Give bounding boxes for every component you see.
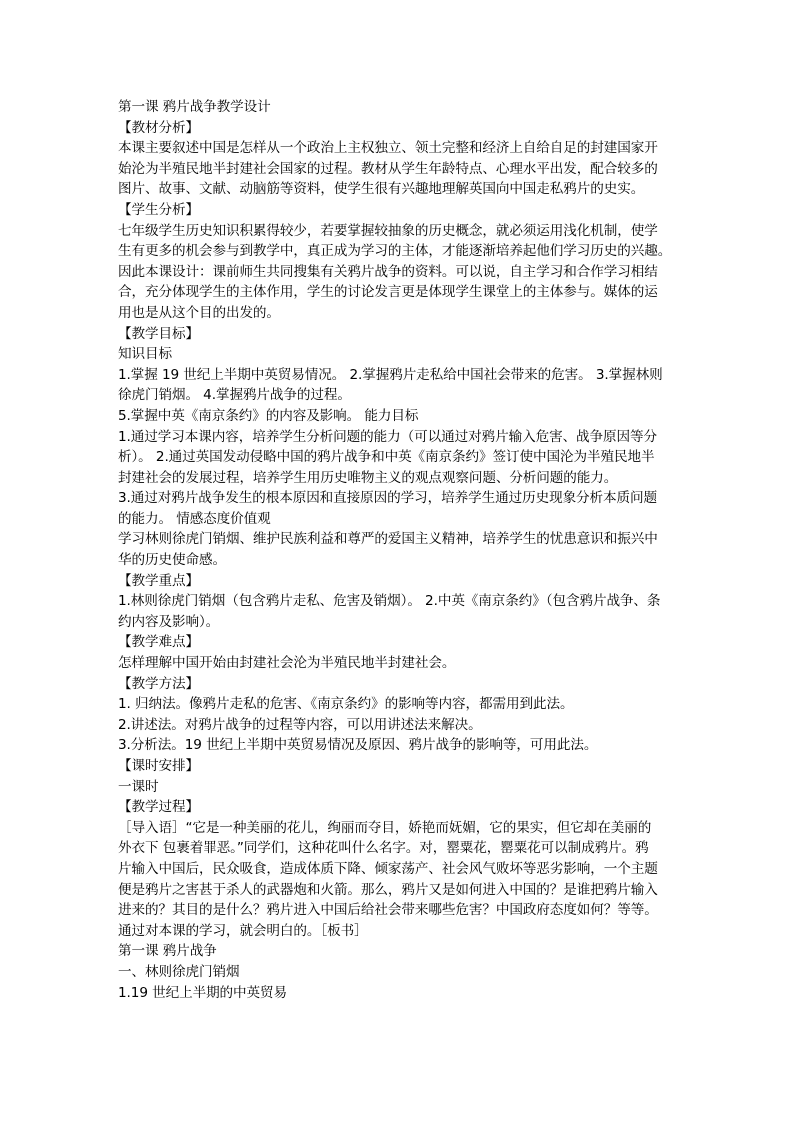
section-heading-key-points: 【教学重点】 [118,572,199,589]
paragraph-line: 图片、故事、文献、动脑筋等资料，使学生很有兴趣地理解英国向中国走私鸦片的史实。 [118,181,645,198]
board-title: 第一课 鸦片战争 [118,943,217,960]
paragraph-line: 一课时 [118,778,159,795]
board-subtitle: 一、林则徐虎门销烟 [118,963,240,980]
section-heading-student-analysis: 【学生分析】 [118,201,199,218]
paragraph-line: 1. 归纳法。像鸦片走私的危害、《南京条约》的影响等内容，都需用到此法。 [118,696,574,713]
section-heading-teaching-methods: 【教学方法】 [118,675,199,692]
board-item: 1.19 世纪上半期的中英贸易 [118,984,288,1001]
section-heading-textbook-analysis: 【教材分析】 [118,119,199,136]
paragraph-line: 徐虎门销烟。 4.掌握鸦片战争的过程。 [118,387,351,404]
paragraph-line: 1.掌握 19 世纪上半期中英贸易情况。 2.掌握鸦片走私给中国社会带来的危害。 3.掌握林则 [118,366,663,383]
paragraph-line: 1.通过学习本课内容，培养学生分析问题的能力（可以通过对鸦片输入危害、战争原因等分 [118,428,658,445]
paragraph-line: 3.通过对鸦片战争发生的根本原因和直接原因的学习，培养学生通过历史现象分析本质问题 [118,490,658,507]
paragraph-line: 因此本课设计：课前师生共同搜集有关鸦片战争的资料。可以说，自主学习和合作学习相结 [118,263,658,280]
paragraph-line: 用也是从这个目的出发的。 [118,304,280,321]
paragraph-line: 七年级学生历史知识积累得较少，若要掌握较抽象的历史概念，就必须运用浅化机制，使学 [118,222,658,239]
paragraph-line: ［导入语］“它是一种美丽的花儿，绚丽而夺目，娇艳而妩媚，它的果实，但它却在美丽的 [118,819,652,836]
document-title: 第一课 鸦片战争教学设计 [118,99,271,115]
section-heading-schedule: 【课时安排】 [118,758,199,774]
paragraph-line: 约内容及影响）。 [118,613,220,630]
section-heading-difficulties: 【教学难点】 [118,634,199,651]
paragraph-line: 进来的？其目的是什么？鸦片进入中国后给社会带来哪些危害？中国政府态度如何？等等。 [118,902,658,919]
document-page [118,97,678,1003]
paragraph-line: 合，充分体现学生的主体作用，学生的讨论发言更是体现学生课堂上的主体参与。媒体的运 [118,284,658,301]
paragraph-line: 外衣下 包裹着罪恶。”同学们，这种花叫什么名字。对，罂粟花，罂粟花可以制成鸦片。鸦 [118,840,649,857]
section-heading-teaching-goals: 【教学目标】 [118,325,199,342]
paragraph-line: 始沦为半殖民地半封建社会国家的过程。教材从学生年龄特点、心理水平出发，配合较多的 [118,160,658,177]
paragraph-line: 的能力。 情感态度价值观 [118,510,271,527]
paragraph-line: 3.分析法。19 世纪上半期中英贸易情况及原因、鸦片战争的影响等，可用此法。 [118,737,598,754]
paragraph-line: 便是鸦片之害甚于杀人的武器炮和火箭。那么，鸦片又是如何进入中国的？是谁把鸦片输入 [118,881,658,898]
subheading-knowledge-goals: 知识目标 [118,346,172,363]
paragraph-line: 2.讲述法。对鸦片战争的过程等内容，可以用讲述法来解决。 [118,716,482,733]
paragraph-line: 通过对本课的学习，就会明白的。［板书］ [118,922,368,939]
paragraph-line: 生有更多的机会参与到教学中，真正成为学习的主体，才能逐渐培养起他们学习历史的兴趣。 [118,243,672,260]
paragraph-line: 5.掌握中英《南京条约》的内容及影响。 能力目标 [118,407,419,424]
paragraph-line: 封建社会的发展过程，培养学生用历史唯物主义的观点观察问题、分析问题的能力。 [118,469,618,486]
paragraph-line: 析）。 2.通过英国发动侵略中国的鸦片战争和中英《南京条约》签订使中国沦为半殖民地半 [118,449,655,466]
paragraph-line: 学习林则徐虎门销烟、维护民族利益和尊严的爱国主义精神，培养学生的忧患意识和振兴中 [118,531,658,548]
paragraph-line: 怎样理解中国开始由封建社会沦为半殖民地半封建社会。 [118,655,456,672]
section-heading-teaching-process: 【教学过程】 [118,799,199,816]
paragraph-line: 片输入中国后，民众吸食，造成体质下降、倾家荡产、社会风气败坏等恶劣影响，一个主题 [118,860,658,877]
paragraph-line: 本课主要叙述中国是怎样从一个政治上主权独立、领土完整和经济上自给自足的封建国家开 [118,140,658,157]
paragraph-line: 华的历史使命感。 [118,552,226,569]
paragraph-line: 1.林则徐虎门销烟（包含鸦片走私、危害及销烟）。 2.中英《南京条约》（包含鸦片战争、条 [118,593,661,610]
